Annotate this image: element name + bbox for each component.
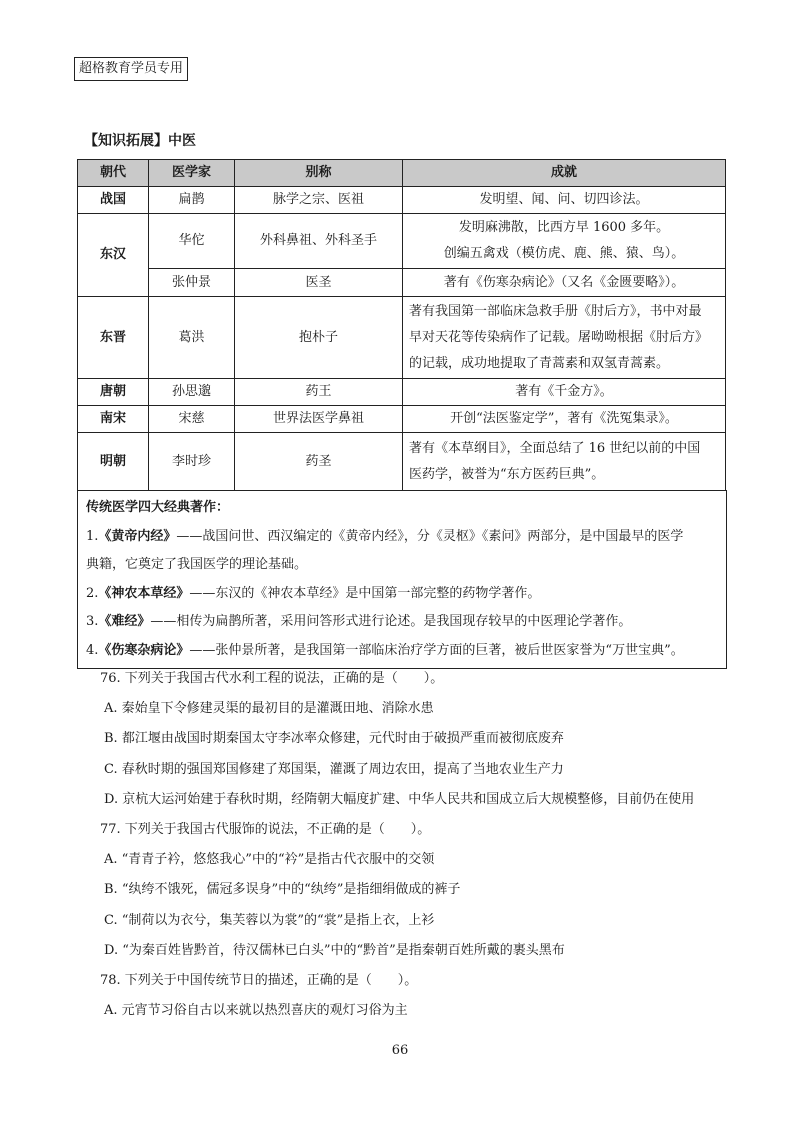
- dynasty-cell: 东汉: [78, 214, 149, 297]
- doctor-cell: 扁鹊: [149, 187, 235, 214]
- section-bracket: 【知识拓展】: [84, 133, 168, 149]
- achievement-line: 著有《伤寒杂病论》（又名《金匮要略》）。: [443, 274, 685, 290]
- achievement-line: 医药学，被誉为“东方医药巨典”。: [409, 466, 605, 482]
- option: A. 秦始皇下令修建灵渠的最初目的是灌溉田地、消除水患: [104, 701, 434, 717]
- header-label: 超格教育学员专用: [74, 57, 188, 81]
- alias-cell: 世界法医学鼻祖: [235, 406, 403, 433]
- doctor-cell: 李时珍: [149, 433, 235, 491]
- alias-cell: 脉学之宗、医祖: [235, 187, 403, 214]
- alias-cell: 药圣: [235, 433, 403, 491]
- achievement-line: 发明麻沸散，比西方早 1600 多年。: [458, 220, 670, 235]
- alias-cell: 外科鼻祖、外科圣手: [235, 214, 403, 269]
- dynasty-cell: 明朝: [78, 433, 149, 491]
- dynasty-cell: 战国: [78, 187, 149, 214]
- option: C. 春秋时期的强国郑国修建了郑国渠，灌溉了周边农田，提高了当地农业生产力: [104, 761, 564, 777]
- section-title: [84, 131, 196, 151]
- classic-num: 2.: [86, 585, 99, 601]
- alias-cell: 抱朴子: [235, 297, 403, 379]
- classic-book: 《神农本草经》: [98, 585, 190, 601]
- classic-item: [86, 523, 718, 552]
- dynasty-cell: 南宋: [78, 406, 149, 433]
- header-achievement: 成就: [403, 160, 726, 187]
- achievement-line: 创编五禽戏（模仿虎、鹿、熊、猿、鸟）。: [443, 246, 685, 261]
- question-stem: 76. 下列关于我国古代水利工程的说法，正确的是（ ）。: [100, 671, 444, 686]
- achievement-line: 开创“法医鉴定学”，著有《洗冤集录》。: [450, 411, 678, 426]
- option: B. 都江堰由战国时期秦国太守李冰率众修建，元代时由于破损严重而被彻底废弃: [104, 731, 564, 747]
- option: D. “为秦百姓皆黔首，待汉儒林已白头”中的“黔首”是指秦朝百姓所戴的裹头黑布: [104, 942, 565, 958]
- achievement-cell: [403, 297, 726, 379]
- classic-book: 《黄帝内经》: [98, 528, 177, 544]
- question-stem: 78. 下列关于中国传统节日的描述，正确的是（ ）。: [100, 973, 418, 989]
- doctor-cell: 孙思邈: [149, 379, 235, 406]
- medicine-table: [77, 159, 726, 491]
- achievement-line: 著有《本草纲目》，全面总结了 16 世纪以前的中国: [409, 440, 701, 456]
- classic-desc: ——相传为扁鹊所著，采用问答形式进行论述。是我国现存较早的中医理论学著作。: [150, 614, 632, 629]
- doctor-cell: 华佗: [149, 214, 235, 269]
- achievement-line: 著有《千金方》。: [515, 384, 613, 399]
- alias-cell: 医圣: [235, 269, 403, 297]
- achievement-cell: [403, 269, 726, 297]
- dynasty-cell: 唐朝: [78, 379, 149, 406]
- table-row: [78, 379, 726, 406]
- classic-desc: ——东汉的《神农本草经》是中国第一部完整的药物学著作。: [189, 585, 541, 601]
- table-header-row: [78, 160, 726, 187]
- doctor-cell: 葛洪: [149, 297, 235, 379]
- achievement-cell: [403, 406, 726, 433]
- table-row: [78, 214, 726, 269]
- option: A. “青青子衿，悠悠我心”中的“衿”是指古代衣服中的交领: [104, 852, 435, 868]
- classic-num: 3.: [86, 614, 99, 629]
- option: A. 元宵节习俗自古以来就以热烈喜庆的观灯习俗为主: [104, 1003, 408, 1019]
- classics-box: [77, 490, 727, 669]
- classic-item-cont: 典籍，它奠定了我国医学的理论基础。: [86, 557, 308, 572]
- achievement-cell: [403, 187, 726, 214]
- page-number: 66: [391, 1043, 409, 1058]
- section-topic: 中医: [168, 133, 196, 149]
- achievement-line: 早对天花等传染病作了记载。屠呦呦根据《肘后方》: [409, 329, 709, 345]
- doctor-cell: 张仲景: [149, 269, 235, 297]
- classic-num: 1.: [86, 528, 99, 544]
- achievement-line: 的记载，成功地提取了青蒿素和双氢青蒿素。: [409, 355, 670, 371]
- dynasty-cell: 东晋: [78, 297, 149, 379]
- option: B. “纨绔不饿死，儒冠多误身”中的“纨绔”是指细绢做成的裤子: [104, 882, 461, 898]
- option: D. 京杭大运河始建于春秋时期，经隋朝大幅度扩建、中华人民共和国成立后大规模整修，目前仍在使用: [104, 791, 695, 807]
- achievement-line: 发明望、闻、问、切四诊法。: [479, 192, 649, 207]
- table-row: [78, 187, 726, 214]
- classic-item: [86, 608, 718, 637]
- achievement-line: 著有我国第一部临床急救手册《肘后方》，书中对最: [409, 303, 702, 319]
- achievement-cell: [403, 379, 726, 406]
- header-doctor: 医学家: [149, 160, 235, 187]
- classic-desc: ——张仲景所著，是我国第一部临床治疗学方面的巨著，被后世医家誉为“万世宝典”。: [189, 642, 684, 658]
- header-dynasty: 朝代: [78, 160, 149, 187]
- achievement-cell: [403, 433, 726, 491]
- alias-cell: 药王: [235, 379, 403, 406]
- classic-desc: ——战国问世、西汉编定的《黄帝内经》，分《灵枢》《素问》两部分，是中国最早的医学: [176, 528, 684, 544]
- header-alias: 别称: [235, 160, 403, 187]
- achievement-cell: [403, 214, 726, 269]
- classic-num: 4.: [86, 642, 99, 658]
- question-stem: 77. 下列关于我国古代服饰的说法，不正确的是（ ）。: [100, 822, 431, 838]
- table-row: [78, 433, 726, 491]
- table-row: [78, 406, 726, 433]
- option: C. “制荷以为衣兮，集芙蓉以为裳”的“裳”是指上衣，上衫: [104, 912, 435, 928]
- classic-item: [86, 637, 718, 666]
- classics-title: 传统医学四大经典著作：: [86, 500, 230, 515]
- doctor-cell: 宋慈: [149, 406, 235, 433]
- table-row: [78, 269, 726, 297]
- question-list: [100, 664, 744, 1026]
- table-row: [78, 297, 726, 379]
- classic-item: [86, 580, 718, 609]
- classic-book: 《难经》: [98, 614, 151, 629]
- classic-book: 《伤寒杂病论》: [98, 642, 190, 658]
